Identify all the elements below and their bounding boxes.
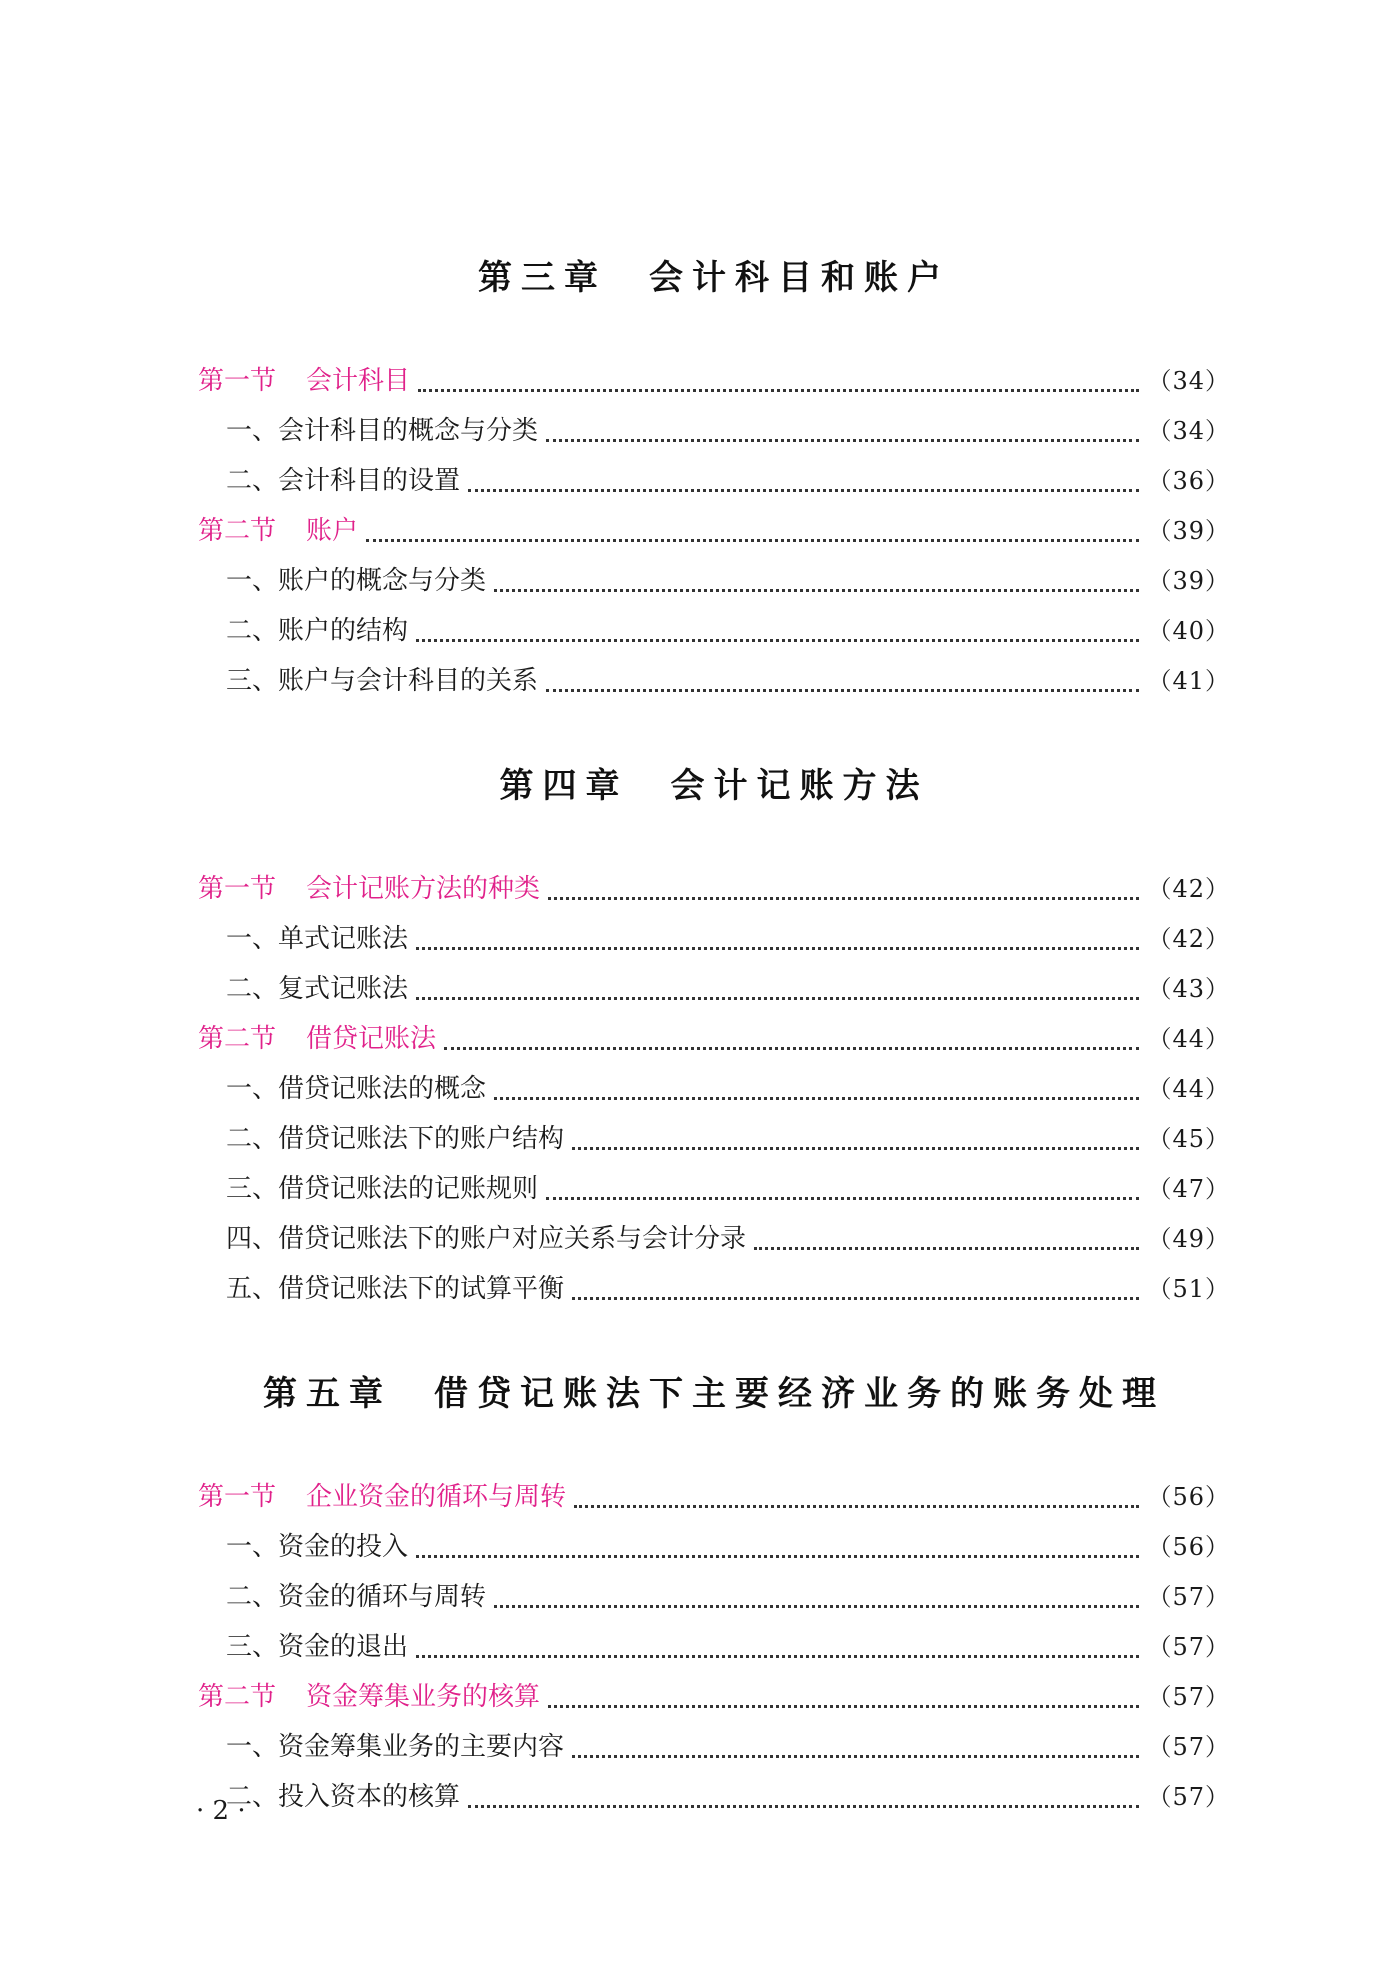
entry-title: 账户与会计科目的关系 xyxy=(278,666,539,696)
entry-title: 账户的概念与分类 xyxy=(278,566,487,596)
entry-title: 账户 xyxy=(306,516,359,546)
entry-page-number: （56） xyxy=(1147,1483,1230,1511)
table-of-contents xyxy=(198,248,1230,1822)
entry-title: 资金筹集业务的核算 xyxy=(306,1682,541,1712)
entry-number: 四、 xyxy=(226,1224,279,1254)
entry-number: 三、 xyxy=(226,666,279,696)
entry-title: 企业资金的循环与周转 xyxy=(306,1482,567,1512)
entry-page-number: （51） xyxy=(1147,1275,1230,1303)
entry-title: 投入资本的核算 xyxy=(278,1782,461,1812)
entry-page-number: （57） xyxy=(1147,1583,1230,1611)
entry-number: 一、 xyxy=(226,1732,279,1762)
chapter-name: 借贷记账法下主要经济业务的账务处理 xyxy=(434,1374,1165,1414)
dot-leader xyxy=(468,456,1139,506)
chapter-title xyxy=(198,1364,1230,1424)
entry-page-number: （36） xyxy=(1147,467,1230,495)
dot-leader xyxy=(366,506,1139,556)
entry-number: 第二节 xyxy=(198,516,277,546)
entry-page-number: （41） xyxy=(1147,667,1230,695)
entry-title: 资金的循环与周转 xyxy=(278,1582,487,1612)
entry-number: 三、 xyxy=(226,1632,279,1662)
entry-title: 会计记账方法的种类 xyxy=(306,874,541,904)
toc-section-entry[interactable] xyxy=(198,1472,1230,1522)
toc-item-entry[interactable] xyxy=(198,1214,1230,1264)
dot-leader xyxy=(494,556,1139,606)
dot-leader xyxy=(416,964,1139,1014)
dot-leader xyxy=(444,1014,1139,1064)
entry-title: 借贷记账法下的账户对应关系与会计分录 xyxy=(278,1224,747,1254)
entry-number: 二、 xyxy=(226,1124,279,1154)
entry-number: 二、 xyxy=(226,466,279,496)
entry-page-number: （39） xyxy=(1147,517,1230,545)
toc-item-entry[interactable] xyxy=(198,406,1230,456)
dot-leader xyxy=(572,1722,1139,1772)
dot-leader xyxy=(548,864,1139,914)
toc-section-entry[interactable] xyxy=(198,356,1230,406)
toc-item-entry[interactable] xyxy=(198,1722,1230,1772)
entry-number: 三、 xyxy=(226,1174,279,1204)
entry-number: 一、 xyxy=(226,1532,279,1562)
toc-item-entry[interactable] xyxy=(198,656,1230,706)
chapter-spacer xyxy=(198,308,1230,356)
chapter-spacer xyxy=(198,816,1230,864)
entry-title: 账户的结构 xyxy=(278,616,409,646)
dot-leader xyxy=(416,1522,1139,1572)
chapter-title xyxy=(198,756,1230,816)
entry-title: 复式记账法 xyxy=(278,974,409,1004)
chapter-number: 第五章 xyxy=(263,1374,392,1414)
entry-number: 二、 xyxy=(226,1782,279,1812)
toc-item-entry[interactable] xyxy=(198,556,1230,606)
dot-leader xyxy=(416,914,1139,964)
toc-item-entry[interactable] xyxy=(198,914,1230,964)
entry-page-number: （42） xyxy=(1147,875,1230,903)
page-number: · 2 · xyxy=(196,1796,246,1826)
entry-title: 资金筹集业务的主要内容 xyxy=(278,1732,565,1762)
dot-leader xyxy=(494,1572,1139,1622)
entry-number: 二、 xyxy=(226,974,279,1004)
entry-title: 借贷记账法的概念 xyxy=(278,1074,487,1104)
entry-number: 一、 xyxy=(226,924,279,954)
chapter-name: 会计记账方法 xyxy=(670,766,929,806)
entry-page-number: （40） xyxy=(1147,617,1230,645)
entry-number: 第一节 xyxy=(198,874,277,904)
toc-section-entry[interactable] xyxy=(198,1672,1230,1722)
entry-page-number: （49） xyxy=(1147,1225,1230,1253)
dot-leader xyxy=(754,1214,1139,1264)
entry-number: 第二节 xyxy=(198,1682,277,1712)
entry-title: 资金的退出 xyxy=(278,1632,409,1662)
dot-leader xyxy=(418,356,1139,406)
dot-leader xyxy=(416,606,1139,656)
entry-number: 二、 xyxy=(226,1582,279,1612)
entry-page-number: （44） xyxy=(1147,1075,1230,1103)
toc-item-entry[interactable] xyxy=(198,456,1230,506)
toc-section-entry[interactable] xyxy=(198,864,1230,914)
entry-number: 一、 xyxy=(226,1074,279,1104)
entry-title: 会计科目的设置 xyxy=(278,466,461,496)
entry-title: 借贷记账法下的账户结构 xyxy=(278,1124,565,1154)
dot-leader xyxy=(548,1672,1139,1722)
chapter-number: 第四章 xyxy=(499,766,629,806)
toc-section-entry[interactable] xyxy=(198,1014,1230,1064)
toc-item-entry[interactable] xyxy=(198,1264,1230,1314)
entry-title: 借贷记账法的记账规则 xyxy=(278,1174,539,1204)
toc-item-entry[interactable] xyxy=(198,606,1230,656)
entry-number: 第一节 xyxy=(198,1482,277,1512)
dot-leader xyxy=(494,1064,1139,1114)
entry-number: 五、 xyxy=(226,1274,279,1304)
entry-number: 第一节 xyxy=(198,366,277,396)
dot-leader xyxy=(468,1772,1139,1822)
entry-title: 资金的投入 xyxy=(278,1532,409,1562)
entry-number: 一、 xyxy=(226,416,279,446)
chapter-name: 会计科目和账户 xyxy=(649,258,950,298)
dot-leader xyxy=(572,1264,1139,1314)
entry-title: 会计科目 xyxy=(306,366,411,396)
toc-item-entry[interactable] xyxy=(198,1622,1230,1672)
entry-page-number: （47） xyxy=(1147,1175,1230,1203)
toc-item-entry[interactable] xyxy=(198,1522,1230,1572)
toc-item-entry[interactable] xyxy=(198,1114,1230,1164)
chapter-spacer xyxy=(198,1424,1230,1472)
entry-number: 二、 xyxy=(226,616,279,646)
entry-title: 借贷记账法下的试算平衡 xyxy=(278,1274,565,1304)
entry-page-number: （57） xyxy=(1147,1733,1230,1761)
entry-title: 借贷记账法 xyxy=(306,1024,437,1054)
entry-page-number: （34） xyxy=(1147,417,1230,445)
dot-leader xyxy=(546,406,1139,456)
chapter-title xyxy=(198,248,1230,308)
dot-leader xyxy=(572,1114,1139,1164)
entry-page-number: （44） xyxy=(1147,1025,1230,1053)
entry-number: 一、 xyxy=(226,566,279,596)
entry-page-number: （57） xyxy=(1147,1683,1230,1711)
chapter-number: 第三章 xyxy=(478,258,607,298)
toc-item-entry[interactable] xyxy=(198,964,1230,1014)
entry-page-number: （43） xyxy=(1147,975,1230,1003)
toc-section-entry[interactable] xyxy=(198,506,1230,556)
dot-leader xyxy=(546,656,1139,706)
toc-item-entry[interactable] xyxy=(198,1572,1230,1622)
entry-page-number: （45） xyxy=(1147,1125,1230,1153)
entry-title: 单式记账法 xyxy=(278,924,409,954)
toc-item-entry[interactable] xyxy=(198,1064,1230,1114)
entry-page-number: （57） xyxy=(1147,1783,1230,1811)
dot-leader xyxy=(574,1472,1139,1522)
entry-title: 会计科目的概念与分类 xyxy=(278,416,539,446)
entry-page-number: （56） xyxy=(1147,1533,1230,1561)
entry-page-number: （42） xyxy=(1147,925,1230,953)
dot-leader xyxy=(416,1622,1139,1672)
entry-number: 第二节 xyxy=(198,1024,277,1054)
toc-item-entry[interactable] xyxy=(198,1164,1230,1214)
entry-page-number: （34） xyxy=(1147,367,1230,395)
entry-page-number: （39） xyxy=(1147,567,1230,595)
entry-page-number: （57） xyxy=(1147,1633,1230,1661)
toc-item-entry[interactable] xyxy=(198,1772,1230,1822)
dot-leader xyxy=(546,1164,1139,1214)
